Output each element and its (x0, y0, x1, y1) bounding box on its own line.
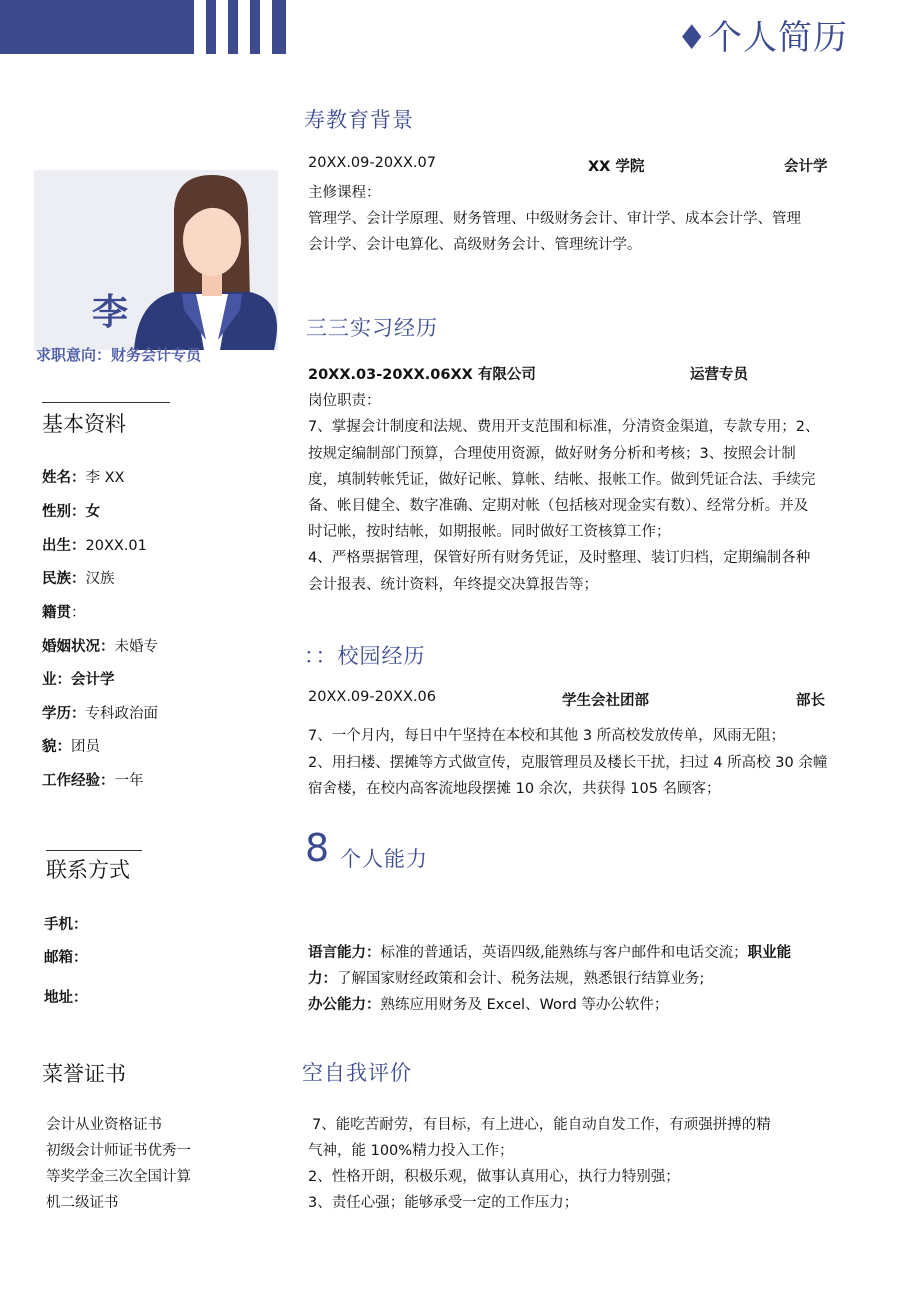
info-name (42, 466, 124, 487)
self-eval-line: 2、性格开朗，积极乐观，做事认真用心，执行力特别强； (308, 1169, 680, 1185)
cert-line: 会计从业资格证书 (46, 1117, 162, 1133)
campus-line: 宿舍楼，在校内高客流地段摆摊 10 余次，共获得 105 名顾客； (308, 781, 721, 797)
job-intent-value: 财务会计专员 (111, 346, 202, 364)
info-experience (42, 769, 144, 790)
skills-lang-label: 语言能力： (308, 945, 381, 961)
campus-line: 2、用扫楼、摆摊等方式做宣传，克服管理员及楼长干扰，扫过 4 所高校 30 余幢 (308, 755, 828, 771)
info-ethnicity (42, 567, 115, 588)
info-degree-label: 学历： (42, 706, 86, 722)
skills-lang-text: 标准的普通话，英语四级,能熟练与客户邮件和电话交流； (380, 945, 748, 961)
internship-line: 度，填制转帐凭证，做好记帐、算帐、结帐、报帐工作。做到凭证合法、手续完 (308, 472, 816, 488)
campus-role: 部长 (796, 693, 825, 709)
header-stripe-4 (272, 0, 286, 54)
basic-heading: 基本资料 (42, 412, 126, 436)
campus-period: 20XX.09-20XX.06 (308, 689, 436, 705)
internship-period-company: 20XX.03-20XX.06XX 有限公司 (308, 367, 536, 383)
skills-line-1 (308, 941, 791, 962)
campus-title: ：：校园经历 (304, 644, 426, 668)
education-title: 寿教育背景 (304, 108, 414, 132)
skills-line-2 (308, 967, 704, 988)
contact-phone: 手机： (44, 917, 88, 933)
contact-email: 邮箱： (44, 950, 88, 966)
internship-title: 三三实习经历 (306, 316, 438, 340)
info-marital-label: 婚姻状况： (42, 639, 115, 655)
internship-line: 会计报表、统计资料，年终提交决算报告等； (308, 577, 598, 593)
basic-heading-rule (42, 402, 170, 403)
skills-pro-label-a: 职业能 (747, 945, 792, 961)
skills-office-label: 办公能力： (308, 997, 381, 1013)
job-intent (36, 344, 201, 365)
info-political-value: 团员 (71, 739, 100, 755)
info-degree (42, 702, 158, 723)
skills-number: 8 (305, 826, 330, 870)
name-char: 李 (92, 292, 129, 333)
certs-heading: 菜誉证书 (42, 1062, 126, 1086)
info-major-label: 业： (42, 672, 71, 688)
self-eval-title: 空自我评价 (302, 1061, 412, 1085)
internship-line: 按规定编制部门预算，合理使用资源，做好财务分析和考核；3、按照会计制 (308, 446, 796, 462)
contact-heading: 联系方式 (46, 858, 130, 882)
education-course-line: 会计学、会计电算化、高级财务会计、管理统计学。 (308, 237, 642, 253)
internship-duty-label: 岗位职责： (308, 393, 381, 409)
education-course-line: 管理学、会计学原理、财务管理、中级财务会计、审计学、成本会计学、管理 (308, 211, 801, 227)
info-marital-value: 未婚专 (114, 639, 158, 655)
skills-title: 个人能力 (340, 847, 428, 871)
contact-address: 地址： (44, 990, 88, 1006)
info-experience-label: 工作经验： (42, 773, 115, 789)
education-period: 20XX.09-20XX.07 (308, 155, 436, 171)
campus-org: 学生会社团部 (562, 693, 649, 709)
cert-line: 初级会计师证书优秀一 (46, 1143, 191, 1159)
avatar (34, 170, 278, 350)
info-gender-value: 女 (85, 504, 100, 520)
contact-heading-rule (46, 850, 142, 851)
page-title: ♦个人简历 (676, 18, 848, 58)
internship-line: 7、掌握会计制度和法规、费用开支范围和标准，分清资金渠道，专款专用；2、 (308, 419, 820, 435)
info-ethnicity-label: 民族： (42, 571, 86, 587)
info-birth-label: 出生： (42, 538, 86, 554)
education-major: 会计学 (784, 159, 828, 175)
self-eval-line: 3、责任心强；能够承受一定的工作压力； (308, 1195, 579, 1211)
info-experience-value: 一年 (114, 773, 144, 789)
info-major-value: 会计学 (71, 672, 115, 688)
info-ethnicity-value: 汉族 (85, 571, 115, 587)
campus-line: 7、一个月内，每日中午坚持在本校和其他 3 所高校发放传单，风雨无阻； (308, 728, 786, 744)
info-marital (42, 635, 158, 656)
info-gender-label: 性别： (42, 504, 86, 520)
info-gender (42, 500, 100, 521)
info-birth-value: 20XX.01 (85, 538, 147, 554)
header-stripe-main (0, 0, 194, 54)
education-school: XX 学院 (588, 159, 645, 175)
header-stripe-3 (250, 0, 260, 54)
internship-role: 运营专员 (690, 367, 748, 383)
internship-line: 备、帐目健全、数字准确、定期对帐（包括核对现金实有数）、经常分析。并及 (308, 498, 809, 514)
skills-pro-text: 了解国家财经政策和会计、税务法规，熟悉银行结算业务; (337, 971, 705, 987)
education-course-label: 主修课程： (308, 185, 381, 201)
cert-line: 等奖学金三次全国计算 (46, 1169, 191, 1185)
info-birth (42, 534, 147, 555)
info-political-label: 貌： (42, 739, 71, 755)
info-native-value: ： (71, 605, 86, 621)
self-eval-line: 7、能吃苦耐劳，有目标，有上进心，能自动自发工作，有顽强拼搏的精 (312, 1117, 771, 1133)
header-stripe-1 (206, 0, 216, 54)
cert-line: 机二级证书 (46, 1195, 119, 1211)
info-major (42, 668, 115, 689)
internship-line: 时记帐，按时结帐，如期报帐。同时做好工资核算工作； (308, 524, 671, 540)
photo-frame (34, 170, 278, 350)
info-native-label: 籍贯 (42, 605, 71, 621)
info-native (42, 601, 86, 622)
self-eval-line: 气神，能 100%精力投入工作； (308, 1143, 514, 1159)
header-stripe-2 (228, 0, 238, 54)
internship-line: 4、严格票据管理，保管好所有财务凭证，及时整理、装订归档，定期编制各种 (308, 550, 811, 566)
info-name-label: 姓名： (42, 470, 86, 486)
skills-line-3 (308, 993, 668, 1014)
job-intent-label: 求职意向： (36, 346, 112, 364)
info-degree-value: 专科政治面 (85, 706, 158, 722)
skills-office-text: 熟练应用财务及 Excel、Word 等办公软件； (380, 997, 669, 1013)
info-political (42, 735, 100, 756)
info-name-value: 李 XX (85, 470, 125, 486)
skills-pro-label-b: 力： (308, 971, 337, 987)
